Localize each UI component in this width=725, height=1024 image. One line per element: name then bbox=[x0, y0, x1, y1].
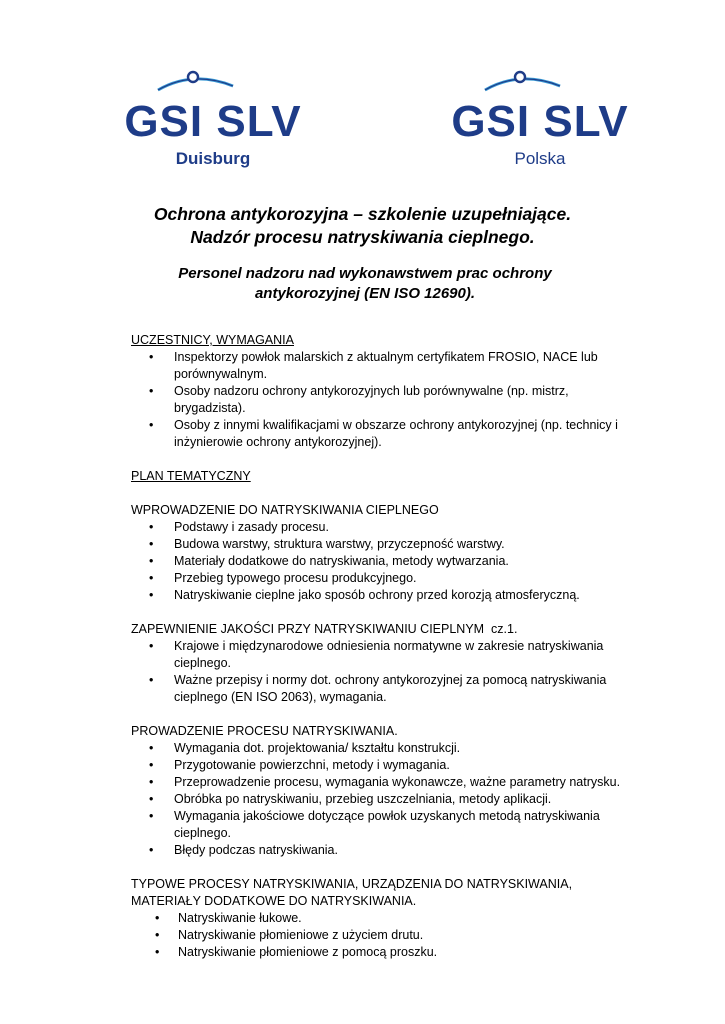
list-item: • Natryskiwanie płomieniowe z użyciem drutu. bbox=[131, 927, 631, 944]
list-item: • Natryskiwanie cieplne jako sposób ochrony przed korozją atmosferyczną. bbox=[131, 587, 631, 604]
bullet-list bbox=[131, 740, 631, 859]
bullet-list bbox=[131, 349, 631, 451]
document-title-line2: Nadzór procesu natryskiwania cieplnego. bbox=[190, 227, 535, 247]
section-heading: PROWADZENIE PROCESU NATRYSKIWANIA. bbox=[131, 724, 398, 738]
section-intro bbox=[131, 502, 631, 604]
list-item: • Przeprowadzenie procesu, wymagania wykonawcze, ważne parametry natrysku. bbox=[131, 774, 631, 791]
logo-brand-text: GSI SLV bbox=[124, 97, 302, 146]
list-item: • Materiały dodatkowe do natryskiwania, metody wytwarzania. bbox=[131, 553, 631, 570]
list-item: • Ważne przepisy i normy dot. ochrony antykorozyjnej za pomocą natryskiwania cieplnego (EN ISO 2063), wymagania. bbox=[131, 672, 631, 706]
gsi-slv-polska-logo bbox=[445, 68, 635, 172]
gsi-slv-duisburg-logo bbox=[118, 68, 308, 172]
document-title-line1: Ochrona antykorozyjna – szkolenie uzupełniające. bbox=[153, 204, 572, 224]
list-item: • Natryskiwanie płomieniowe z pomocą proszku. bbox=[131, 944, 631, 961]
bullet-list bbox=[131, 519, 631, 604]
list-item: • Krajowe i międzynarodowe odniesienia normatywne w zakresie natryskiwania cieplnego. bbox=[131, 638, 631, 672]
list-item: • Podstawy i zasady procesu. bbox=[131, 519, 631, 536]
section-process bbox=[131, 723, 631, 859]
bullet-list bbox=[131, 638, 631, 706]
list-item: • Przygotowanie powierzchni, metody i wymagania. bbox=[131, 757, 631, 774]
section-participants bbox=[131, 332, 631, 451]
logo-location-text: Duisburg bbox=[175, 149, 251, 168]
section-heading: ZAPEWNIENIE JAKOŚCI PRZY NATRYSKIWANIU CIEPLNYM cz.1. bbox=[131, 622, 518, 636]
list-item: • Obróbka po natryskiwaniu, przebieg uszczelniania, metody aplikacji. bbox=[131, 791, 631, 808]
bullet-list bbox=[131, 910, 631, 961]
list-item: • Błędy podczas natryskiwania. bbox=[131, 842, 631, 859]
section-plan bbox=[131, 468, 631, 485]
document-body bbox=[131, 332, 631, 961]
document-subtitle: Personel nadzoru nad wykonawstwem prac ochrony antykorozyjnej (EN ISO 12690). bbox=[178, 265, 552, 302]
list-item: • Natryskiwanie łukowe. bbox=[131, 910, 631, 927]
logo-location-text: Polska bbox=[514, 149, 566, 168]
section-heading: PLAN TEMATYCZNY bbox=[131, 469, 251, 483]
list-item: • Budowa warstwy, struktura warstwy, przyczepność warstwy. bbox=[131, 536, 631, 553]
list-item: • Wymagania jakościowe dotyczące powłok uzyskanych metodą natryskiwania cieplnego. bbox=[131, 808, 631, 842]
section-typical-processes bbox=[131, 876, 631, 961]
gsi-slv-polska-logo-graphic bbox=[445, 68, 635, 172]
list-item: • Inspektorzy powłok malarskich z aktualnym certyfikatem FROSIO, NACE lub porównywalnym. bbox=[131, 349, 631, 383]
logo-brand-text: GSI SLV bbox=[451, 97, 629, 146]
section-heading: WPROWADZENIE DO NATRYSKIWANIA CIEPLNEGO bbox=[131, 503, 439, 517]
gsi-slv-duisburg-logo-graphic bbox=[118, 68, 308, 172]
list-item: • Przebieg typowego procesu produkcyjnego. bbox=[131, 570, 631, 587]
section-heading: TYPOWE PROCESY NATRYSKIWANIA, URZĄDZENIA DO NATRYSKIWANIA, MATERIAŁY DODATKOWE DO NATRYSKIWANIA. bbox=[131, 877, 573, 908]
section-heading: UCZESTNICY, WYMAGANIA bbox=[131, 333, 294, 347]
list-item: • Osoby z innymi kwalifikacjami w obszarze ochrony antykorozyjnej (np. technicy i inżynierowie ochrony antykorozyjnej). bbox=[131, 417, 631, 451]
list-item: • Wymagania dot. projektowania/ kształtu konstrukcji. bbox=[131, 740, 631, 757]
list-item: • Osoby nadzoru ochrony antykorozyjnych lub porównywalne (np. mistrz, brygadzista). bbox=[131, 383, 631, 417]
section-quality bbox=[131, 621, 631, 706]
